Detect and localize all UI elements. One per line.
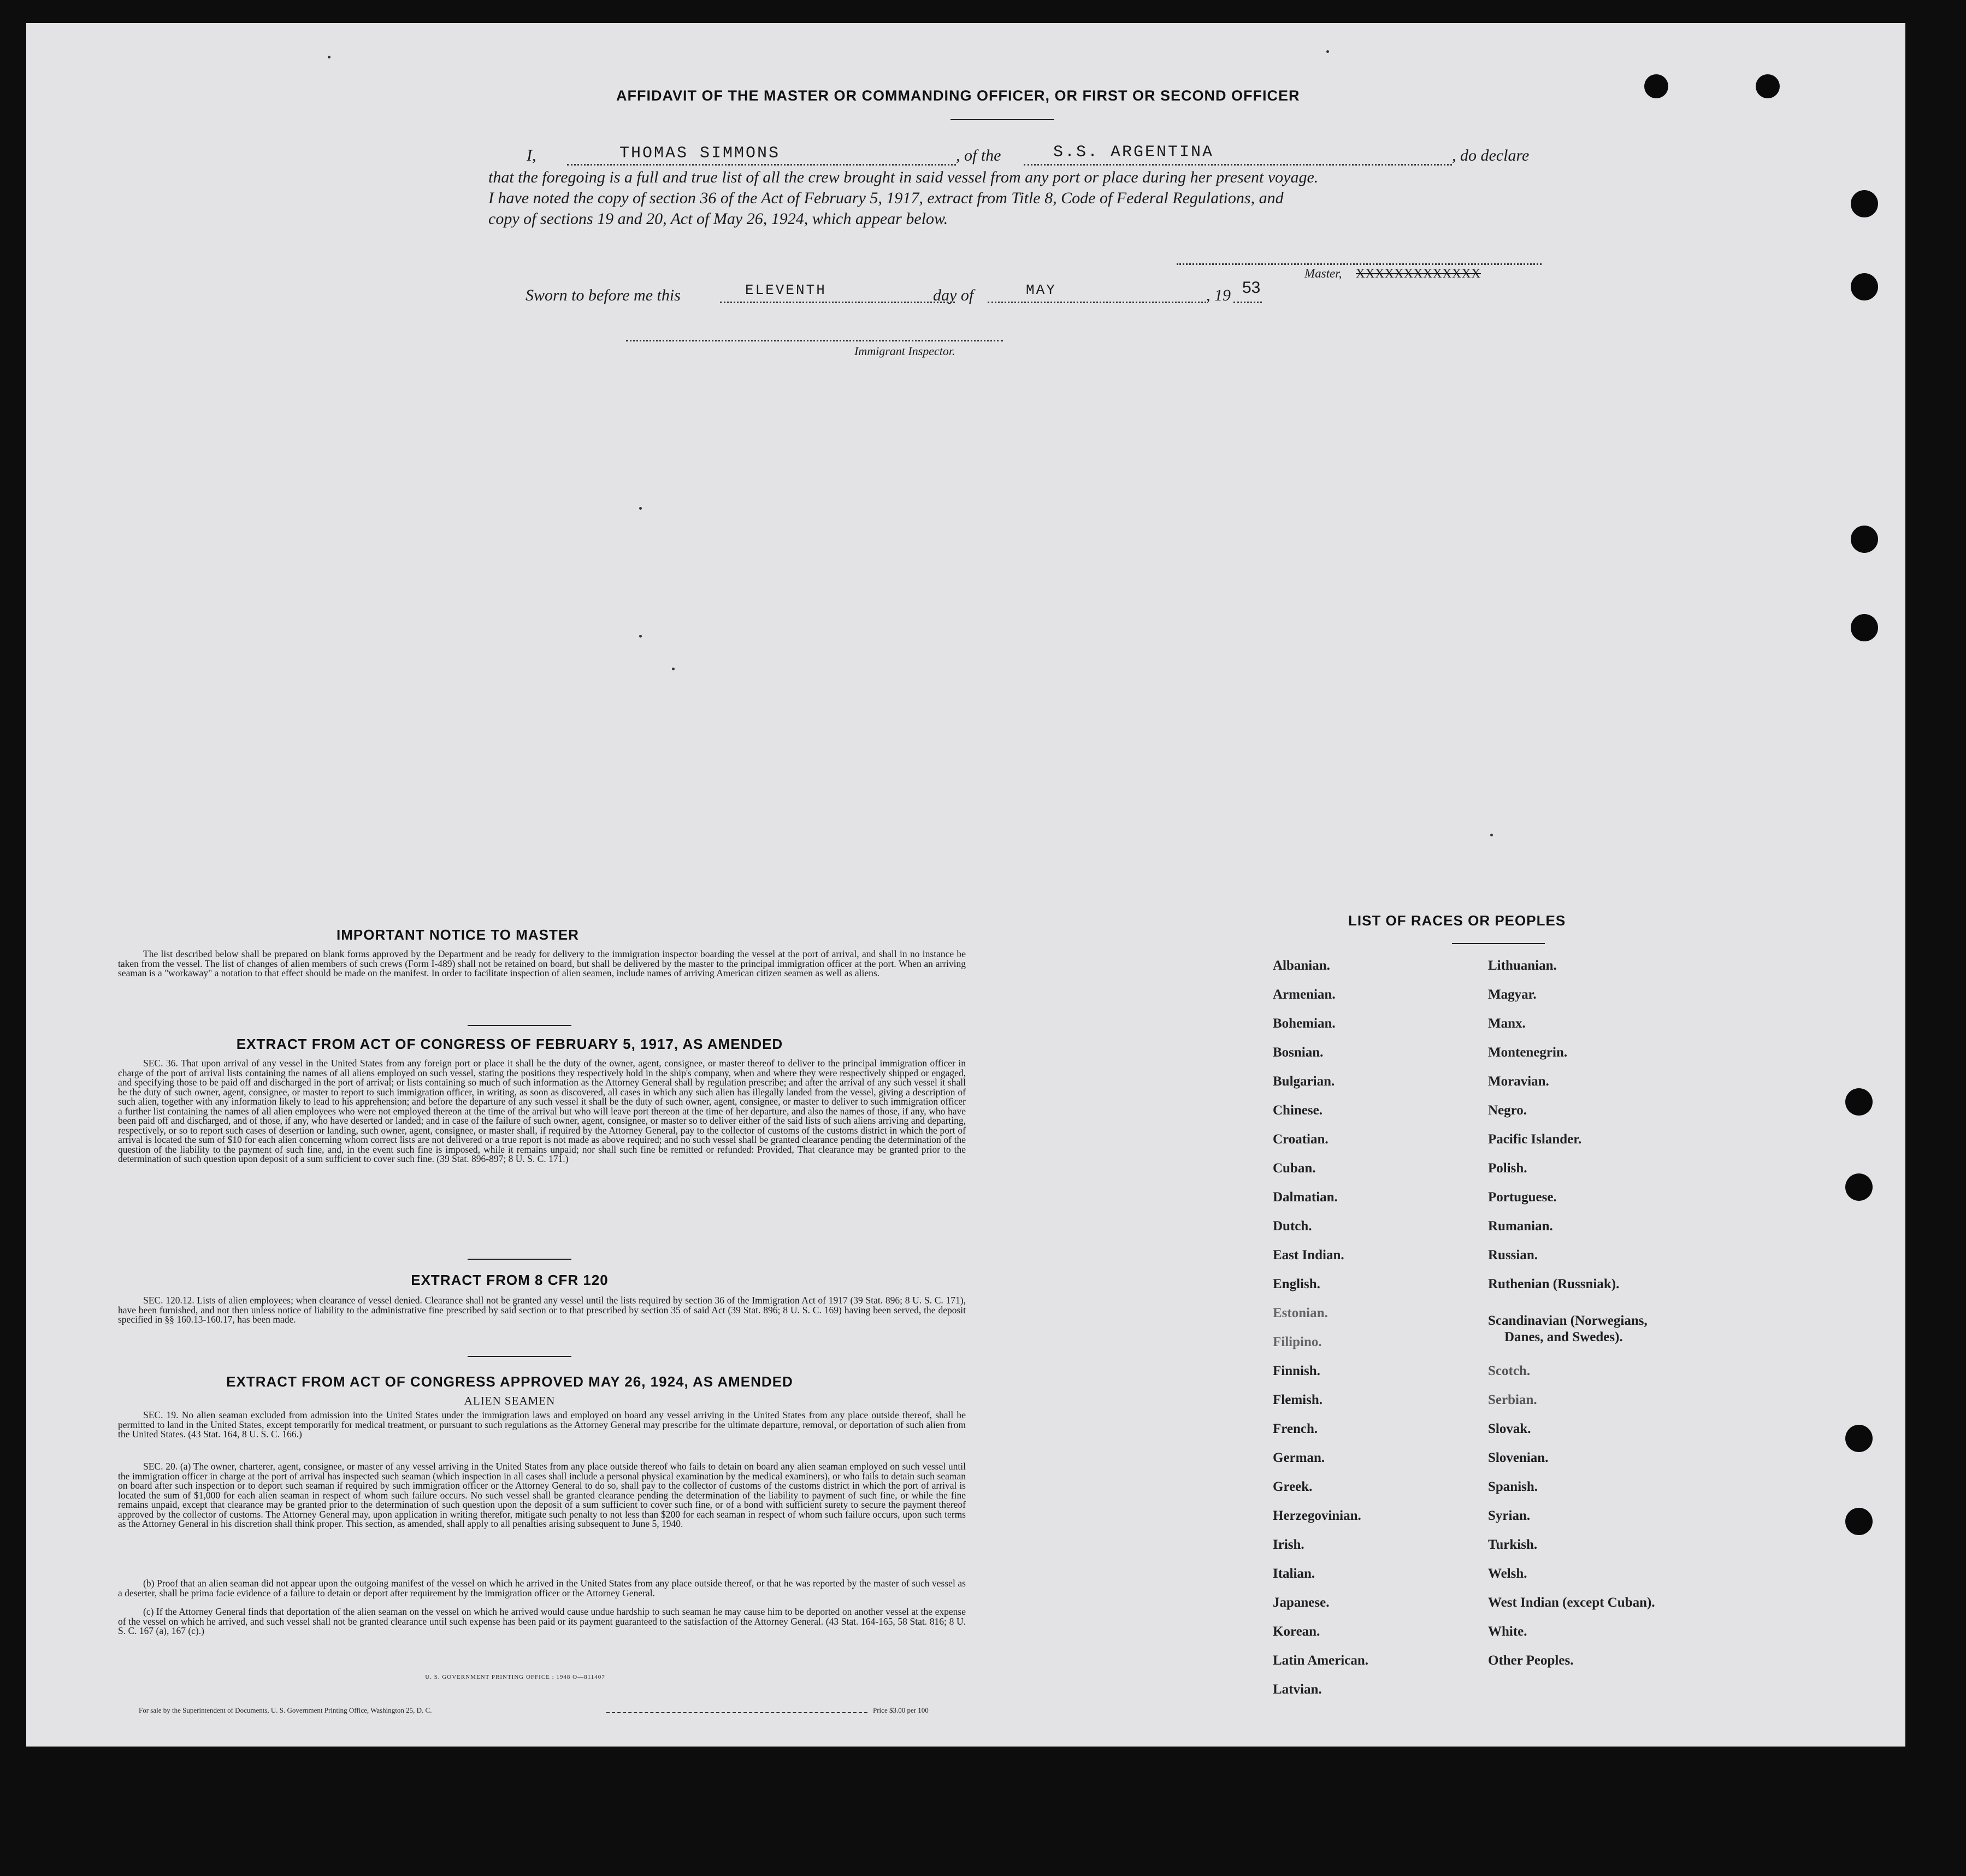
race-item: Armenian. <box>1273 987 1336 1002</box>
title-rule <box>950 119 1054 120</box>
footer-dots <box>606 1712 867 1713</box>
race-item: English. <box>1273 1277 1320 1291</box>
extract-1924-title: EXTRACT FROM ACT OF CONGRESS APPROVED MAY 26, 1924, AS AMENDED <box>226 1373 793 1390</box>
race-item: Rumanian. <box>1488 1219 1553 1234</box>
race-item: Serbian. <box>1488 1393 1537 1407</box>
punch-hole <box>1851 614 1878 641</box>
extract-1924-sec20c: (c) If the Attorney General finds that deportation of the alien seaman on the vessel on which he arrived would cause undue hardship to such seaman he may cause him to be deported on another vessel at the expense of the vessel on which he arrived, and such vessel shall not be granted clearance until such expense has been paid or its payment guaranteed to the satisfaction of the Attorney General. (43 Stat. 164-165, 58 Stat. 816; 8 U. S. C. 167 (a), 167 (c).) <box>118 1606 966 1636</box>
race-item: French. <box>1273 1421 1318 1436</box>
extract-cfr-text: SEC. 120.12. Lists of alien employees; when clearance of vessel denied. Clearance shall not be granted any vessel until the lists required by section 36 of the Immigration Act of 1917 (39 Stat. 896; 8 U. S. C. 171), have been furnished, and not then unless notice of liability to the administrative fine prescribed by said section or to that prescribed by section 35 of said Act (39 Stat. 896; 8 U. S. C. 169) having been served, the deposit specified in §§ 160.13-160.17, has been made. <box>118 1295 966 1325</box>
speck <box>639 507 642 510</box>
inspector-signature-line <box>626 340 1003 341</box>
race-item: White. <box>1488 1624 1527 1639</box>
extract-cfr-title: EXTRACT FROM 8 CFR 120 <box>411 1272 609 1288</box>
pronoun-i: I, <box>527 146 536 164</box>
race-item: Dutch. <box>1273 1219 1312 1234</box>
inspector-label: Immigrant Inspector. <box>854 344 955 358</box>
race-item: Japanese. <box>1273 1595 1330 1610</box>
race-item: West Indian (except Cuban). <box>1488 1595 1655 1610</box>
vessel-name-value: S.S. ARGENTINA <box>1053 143 1214 162</box>
race-item: Italian. <box>1273 1566 1315 1581</box>
races-title: LIST OF RACES OR PEOPLES <box>1348 912 1566 929</box>
race-item: Pacific Islander. <box>1488 1132 1582 1147</box>
alien-seamen-subtitle: ALIEN SEAMEN <box>464 1394 556 1407</box>
vessel-fill-line <box>1024 164 1452 166</box>
rule <box>468 1259 571 1260</box>
punch-hole <box>1845 1173 1873 1201</box>
sworn-month-value: MAY <box>1026 282 1056 298</box>
notice-text: The list described below shall be prepared on blank forms approved by the Department and be ready for delivery to the immigration inspector boarding the vessel at the port of arrival, and shall in no instance be taken from the vessel. The list of changes of alien members of such crews (Form I-489) shall not be retained on board, but shall be delivered by the master to the principal immigration officer at the port. When an arriving seaman is a "workaway" a notation to that effect should be made on the manifest. In order to facilitate inspection of alien seamen, include names of arriving American citizen seamen as well as aliens. <box>118 948 966 978</box>
affidavit-line3: I have noted the copy of section 36 of the Act of February 5, 1917, extract from Title 8, Code of Federal Regulations, and <box>488 189 1284 207</box>
race-item: Bohemian. <box>1273 1016 1336 1031</box>
rule <box>468 1025 571 1026</box>
punch-hole <box>1644 74 1668 98</box>
sworn-text: Sworn to before me this <box>526 286 681 304</box>
day-of-text: day of <box>933 286 974 304</box>
punch-hole <box>1851 526 1878 553</box>
race-item: Montenegrin. <box>1488 1045 1568 1060</box>
footer-sale: For sale by the Superintendent of Documents, U. S. Government Printing Office, Washington 25, D. C. <box>139 1706 432 1714</box>
race-item: Russian. <box>1488 1248 1538 1263</box>
punch-hole <box>1851 273 1878 300</box>
race-item: Estonian. <box>1273 1306 1328 1320</box>
race-item: Chinese. <box>1273 1103 1323 1118</box>
extract-1924-sec19: SEC. 19. No alien seaman excluded from admission into the United States under the immigration laws and employed on board any vessel arriving in the United States from any place outside thereof, shall be permitted to land in the United States, except temporarily for medical treatment, or pursuant to such regulations as the Attorney General may prescribe for the ultimate departure, removal, or deportation of such alien from the United States. (43 Stat. 164, 8 U. S. C. 166.) <box>118 1409 966 1440</box>
race-item: Flemish. <box>1273 1393 1323 1407</box>
affidavit-line1 <box>26 143 1905 170</box>
document-sheet <box>26 23 1905 1747</box>
punch-hole <box>1851 190 1878 217</box>
race-item: Negro. <box>1488 1103 1527 1118</box>
races-right-column <box>1488 958 1655 1682</box>
affidavit-title: AFFIDAVIT OF THE MASTER OR COMMANDING OFFICER, OR FIRST OR SECOND OFFICER <box>616 87 1300 104</box>
master-name-value: THOMAS SIMMONS <box>619 144 781 163</box>
race-item: Danes, and Swedes). <box>1504 1330 1623 1344</box>
race-item: Scotch. <box>1488 1364 1531 1378</box>
race-item: Latvian. <box>1273 1682 1322 1697</box>
master-signature-line <box>1177 263 1542 265</box>
races-title-rule <box>1452 943 1545 944</box>
punch-hole <box>1845 1425 1873 1452</box>
race-item: Spanish. <box>1488 1479 1538 1494</box>
race-item: Slovenian. <box>1488 1450 1549 1465</box>
race-item: Slovak. <box>1488 1421 1531 1436</box>
race-item: Latin American. <box>1273 1653 1368 1668</box>
rule <box>468 1356 571 1357</box>
race-item: Bosnian. <box>1273 1045 1324 1060</box>
punch-hole <box>1756 74 1780 98</box>
affidavit-line2: that the foregoing is a full and true list of all the crew brought in said vessel from any port or place during her present voyage. <box>488 168 1319 186</box>
race-item: Albanian. <box>1273 958 1330 973</box>
year-value: 53 <box>1242 279 1261 297</box>
race-item: Portuguese. <box>1488 1190 1557 1205</box>
race-item: Manx. <box>1488 1016 1526 1031</box>
extract-1917-title: EXTRACT FROM ACT OF CONGRESS OF FEBRUARY 5, 1917, AS AMENDED <box>236 1036 783 1052</box>
race-item: East Indian. <box>1273 1248 1344 1263</box>
printing-office: U. S. GOVERNMENT PRINTING OFFICE : 1948 O—811407 <box>425 1674 605 1680</box>
race-item: Polish. <box>1488 1161 1527 1176</box>
speck <box>1490 834 1493 836</box>
race-item: Other Peoples. <box>1488 1653 1574 1668</box>
punch-hole <box>1845 1508 1873 1535</box>
race-item: Korean. <box>1273 1624 1320 1639</box>
race-item: Cuban. <box>1273 1161 1316 1176</box>
race-item: Dalmatian. <box>1273 1190 1338 1205</box>
race-item: Croatian. <box>1273 1132 1329 1147</box>
race-item: German. <box>1273 1450 1325 1465</box>
speck <box>639 635 642 638</box>
month-fill-line <box>988 302 1206 303</box>
race-item: Lithuanian. <box>1488 958 1557 973</box>
footer-price: Price $3.00 per 100 <box>873 1706 929 1714</box>
race-item: Filipino. <box>1273 1335 1322 1349</box>
race-item: Bulgarian. <box>1273 1074 1335 1089</box>
year-fill-line <box>1233 302 1262 303</box>
extract-1924-sec20b: (b) Proof that an alien seaman did not appear upon the outgoing manifest of the vessel on which he arrived in the United States from any place outside thereof, or that he was reported by the master of such vessel as a deserter, shall be prima facie evidence of a failure to detain or deport after requirement by the immigration officer or the Attorney General. <box>118 1578 966 1598</box>
notice-title: IMPORTANT NOTICE TO MASTER <box>336 927 579 943</box>
name-fill-line <box>567 164 956 166</box>
speck <box>672 668 675 670</box>
master-label: Master, <box>1304 267 1342 280</box>
day-fill-line <box>720 302 955 303</box>
race-item: Scandinavian (Norwegians, <box>1488 1313 1648 1328</box>
race-item: Ruthenian (Russniak). <box>1488 1277 1620 1291</box>
sworn-day-value: ELEVENTH <box>745 282 826 298</box>
year-prefix: , 19 <box>1206 286 1231 304</box>
race-item: Herzegovinian. <box>1273 1508 1361 1523</box>
speck <box>328 56 330 58</box>
punch-hole <box>1845 1088 1873 1116</box>
race-item: Moravian. <box>1488 1074 1549 1089</box>
race-item: Irish. <box>1273 1537 1304 1552</box>
speck <box>1326 50 1329 53</box>
extract-1924-sec20a: SEC. 20. (a) The owner, charterer, agent, consignee, or master of any vessel arriving in the United States from any place outside thereof who fails to detain on board any alien seaman employed on such vessel until the immigration officer in charge at the port of arrival has inspected such seaman (which inspection in all cases shall include a personal physical examination by the medical examiners), or who fails to detain such seaman on board after such inspection or to deport such seaman if required by such immigration officer or the Attorney General to do so, shall pay to the collector of customs of the customs district in which the port of arrival is located the sum of $1,000 for each alien seaman in respect of whom such failure occurs. No such vessel shall be granted clearance pending the determination of the liability to payment of such fine, or while the fine remains unpaid, except that clearance may be granted prior to the determination of such question upon the deposit of a sum sufficient to cover such fine, or of a bond with sufficient surety to secure the payment thereof approved by the collector of customs. The Attorney General may, upon application in writing therefor, mitigate such penalty to not less than $200 for each seaman in respect of whom such failure occurs, upon such terms as the Attorney General in his discretion shall think proper. This section, as amended, shall apply to all penalties arising subsequent to June 5, 1940. <box>118 1461 966 1529</box>
races-left-column <box>1273 958 1368 1711</box>
affidavit-line4: copy of sections 19 and 20, Act of May 26, 1924, which appear below. <box>488 210 948 228</box>
race-item: Syrian. <box>1488 1508 1531 1523</box>
of-the-text: , of the <box>956 146 1001 164</box>
extract-1917-text: SEC. 36. That upon arrival of any vessel in the United States from any foreign port or place it shall be the duty of the owner, agent, consignee, or master thereof to deliver to the principal immigration officer in charge of the port of arrival lists containing the names of all aliens employed on such vessel, stating the positions they respectively hold in the ship's company, when and where they were respectively shipped or engaged, and specifying those to be paid off and discharged in the port of arrival; or lists containing so much of such information as the Attorney General shall by regulation prescribe; and after the arrival of any such vessel it shall be the duty of such owner, agent, consignee, or master to report to such immigration officer, in writing, as soon as discovered, all cases in which any such alien has illegally landed from the vessel, giving a description of such alien, together with any information likely to lead to his apprehension; and before the departure of any such vessel it shall be the duty of such owner, agent, consignee, or master to deliver to such immigration officer a further list containing the names of all alien employees who were not employed thereon at the time of the arrival but who will leave port thereon at the time of her departure, and also the names of those, if any, who have been paid off and discharged, and of those, if any, who have deserted or landed; and in case of the failure of such owner, agent, consignee, or master so to deliver either of the said lists of such aliens arriving and departing, respectively, or so to report such cases of desertion or landing, such owner, agent, consignee, or master shall, if required by the Attorney General, pay to the collector of customs of the customs district in which the port of arrival is located the sum of $10 for each alien concerning whom correct lists are not delivered or a true report is not made as above required; and no such vessel shall be granted clearance pending the determination of the question of the liability to the payment of such fine, and, in the event such fine is imposed, while it remains unpaid; nor shall such fine be remitted or refunded: Provided, That clearance may be granted prior to the determination of such question upon deposit of a sum sufficient to cover such fine. (39 Stat. 896-897; 8 U. S. C. 171.) <box>118 1058 966 1164</box>
race-item: Finnish. <box>1273 1364 1320 1378</box>
do-declare-text: , do declare <box>1452 146 1530 164</box>
race-item: Welsh. <box>1488 1566 1527 1581</box>
race-item: Turkish. <box>1488 1537 1538 1552</box>
race-item: Greek. <box>1273 1479 1313 1494</box>
race-item: Magyar. <box>1488 987 1537 1002</box>
struck-title: XXXXXXXXXXXXX <box>1356 267 1481 280</box>
